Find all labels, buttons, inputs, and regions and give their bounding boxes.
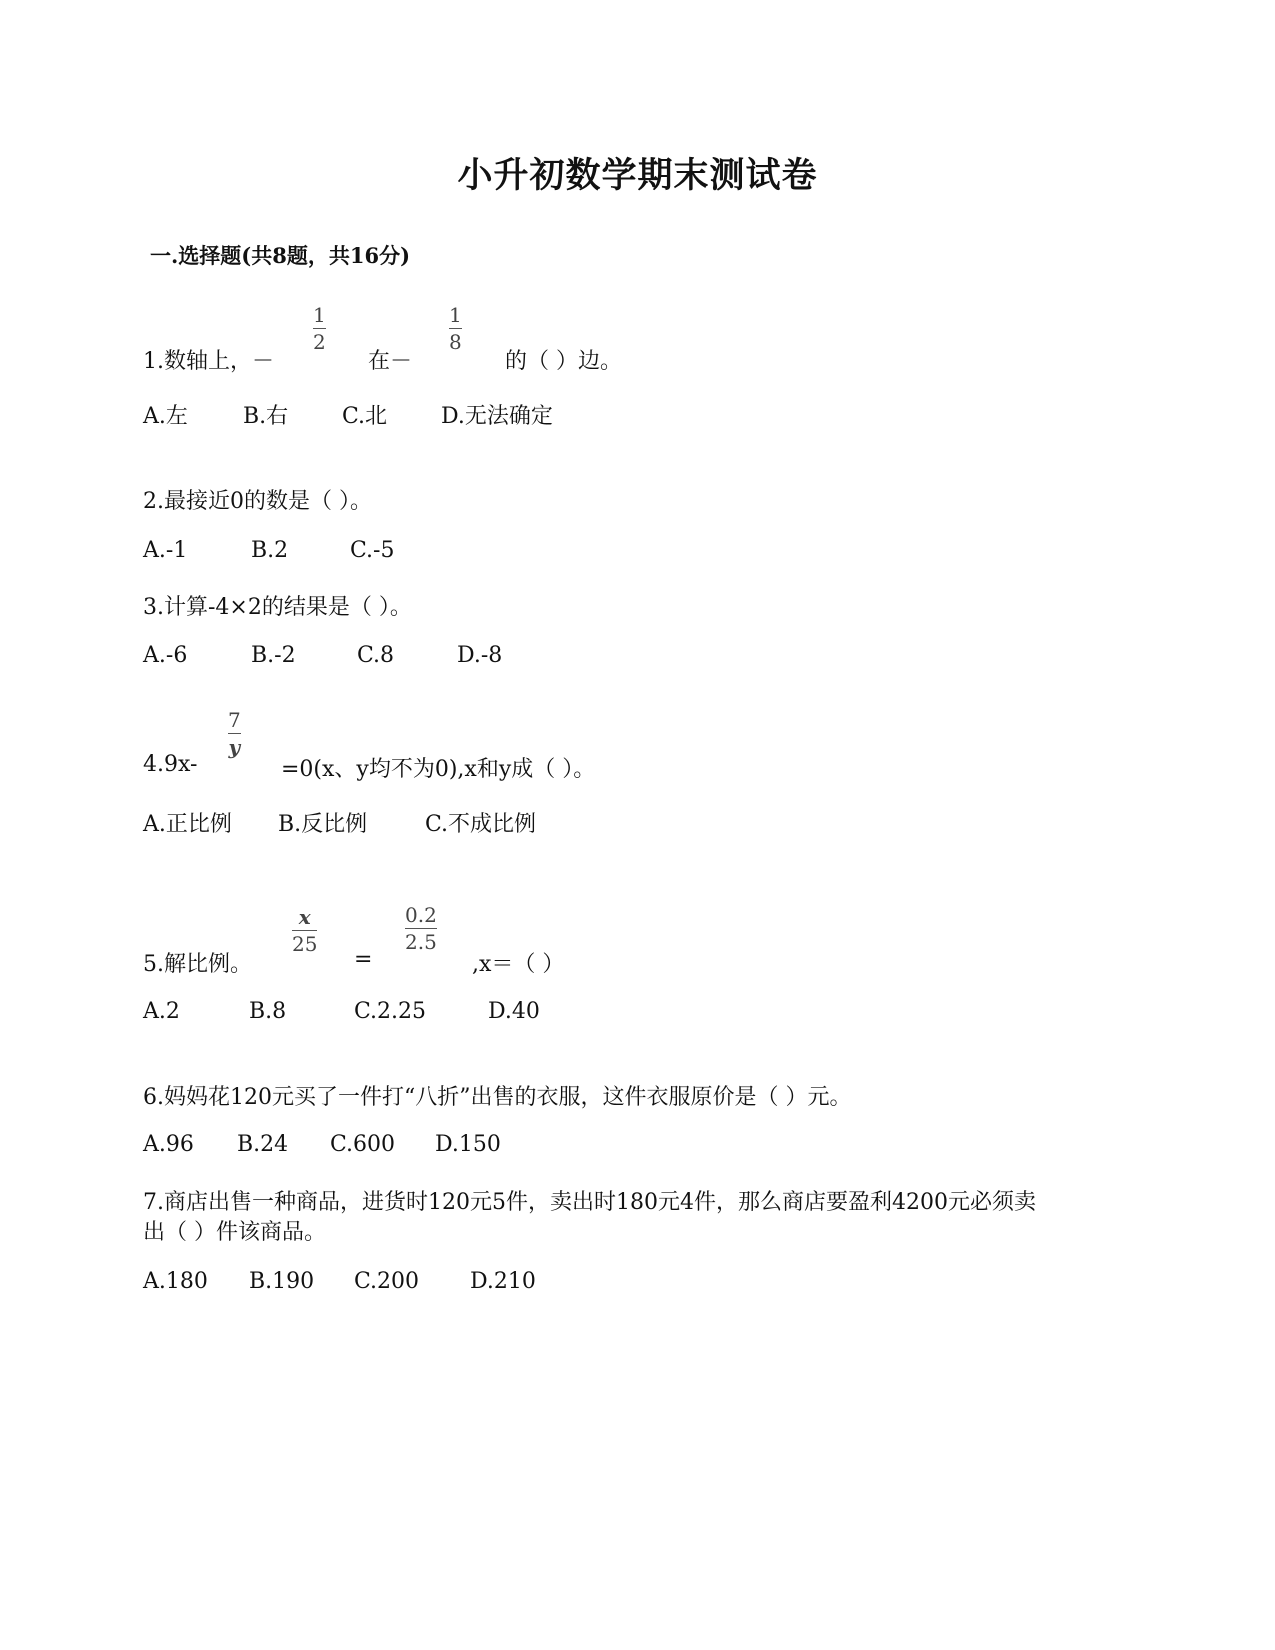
option-c[interactable]: C.2.25 xyxy=(354,999,427,1024)
option-a[interactable]: A.正比例 xyxy=(143,812,232,837)
question-5-fraction-1 xyxy=(292,905,317,956)
question-5-equals: = xyxy=(354,947,373,972)
option-c[interactable]: C.200 xyxy=(354,1269,420,1294)
option-c[interactable]: C.600 xyxy=(330,1132,396,1157)
question-4-fraction xyxy=(228,708,241,759)
question-6-text: 6.妈妈花120元买了一件打“八折”出售的衣服，这件衣服原价是（ ）元。 xyxy=(143,1085,852,1110)
question-5-fraction-2 xyxy=(405,903,437,954)
option-c[interactable]: C.不成比例 xyxy=(425,812,537,837)
fraction-numerator: x xyxy=(298,905,311,929)
question-4-suffix: =0(x、y均不为0),x和y成（ ）。 xyxy=(281,757,596,782)
option-d[interactable]: D.40 xyxy=(488,999,540,1024)
fraction-numerator: 1 xyxy=(313,303,326,327)
option-a[interactable]: A.-6 xyxy=(143,643,188,668)
question-3-text: 3.计算-4×2的结果是（ ）。 xyxy=(143,595,412,620)
option-a[interactable]: A.2 xyxy=(143,999,180,1024)
option-b[interactable]: B.-2 xyxy=(251,643,296,668)
question-7-text-line-2: 出（ ）件该商品。 xyxy=(143,1220,326,1245)
option-b[interactable]: B.右 xyxy=(243,404,289,429)
question-1-suffix: 的（ ）边。 xyxy=(505,349,622,374)
fraction-denominator: 2 xyxy=(313,330,326,354)
fraction-numerator: 0.2 xyxy=(405,903,437,927)
fraction-denominator: 25 xyxy=(292,932,318,956)
question-5-prefix: 5.解比例。 xyxy=(143,952,252,977)
option-b[interactable]: B.190 xyxy=(249,1269,315,1294)
option-b[interactable]: B.8 xyxy=(249,999,287,1024)
fraction-bar xyxy=(449,328,462,329)
question-1-fraction-1 xyxy=(313,303,326,354)
fraction-bar xyxy=(405,928,437,929)
option-d[interactable]: D.210 xyxy=(470,1269,536,1294)
page-title: 小升初数学期末测试卷 xyxy=(457,155,818,196)
fraction-numerator: 1 xyxy=(449,303,462,327)
option-b[interactable]: B.24 xyxy=(237,1132,289,1157)
question-1-middle: 在－ xyxy=(368,349,413,374)
option-c[interactable]: C.北 xyxy=(342,404,388,429)
question-5-suffix: ,x＝（ ） xyxy=(472,952,565,977)
question-1-prefix: 1.数轴上，－ xyxy=(143,349,274,374)
section-heading: 一.选择题(共8题，共16分) xyxy=(150,243,411,268)
option-a[interactable]: A.左 xyxy=(143,404,188,429)
option-c[interactable]: C.8 xyxy=(357,643,395,668)
option-d[interactable]: D.150 xyxy=(435,1132,501,1157)
fraction-numerator: 7 xyxy=(228,708,241,732)
option-a[interactable]: A.96 xyxy=(143,1132,194,1157)
option-a[interactable]: A.-1 xyxy=(143,538,188,563)
fraction-denominator: 2.5 xyxy=(405,930,437,954)
option-b[interactable]: B.反比例 xyxy=(278,812,368,837)
option-b[interactable]: B.2 xyxy=(251,538,289,563)
question-2-text: 2.最接近0的数是（ ）。 xyxy=(143,489,372,514)
option-d[interactable]: D.无法确定 xyxy=(441,404,553,429)
question-1-fraction-2 xyxy=(449,303,462,354)
question-4-prefix: 4.9x- xyxy=(143,752,198,777)
option-d[interactable]: D.-8 xyxy=(457,643,503,668)
option-a[interactable]: A.180 xyxy=(143,1269,208,1294)
fraction-denominator: y xyxy=(228,735,241,759)
fraction-denominator: 8 xyxy=(449,330,462,354)
question-7-text-line-1: 7.商店出售一种商品，进货时120元5件，卖出时180元4件，那么商店要盈利4200元必须卖 xyxy=(143,1190,1036,1215)
fraction-bar xyxy=(292,930,317,931)
option-c[interactable]: C.-5 xyxy=(350,538,395,563)
fraction-bar xyxy=(313,328,326,329)
fraction-bar xyxy=(228,733,241,734)
